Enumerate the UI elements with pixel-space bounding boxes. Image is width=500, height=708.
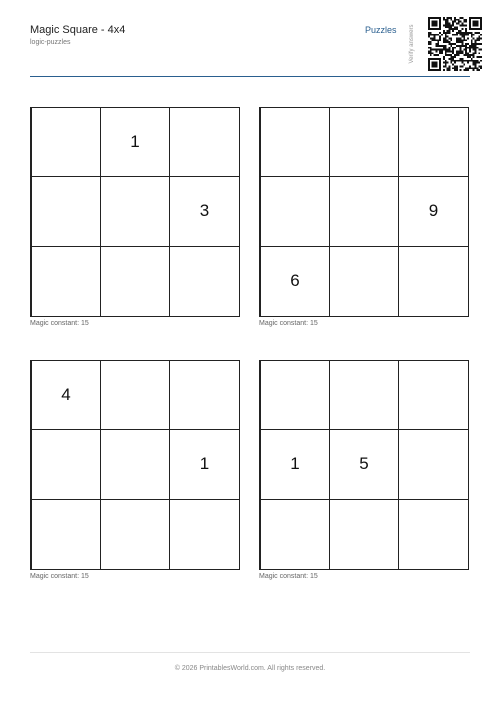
grid-cell: 3 bbox=[170, 177, 239, 246]
grid-cell: 4 bbox=[32, 361, 101, 430]
grid-cell bbox=[101, 177, 170, 246]
puzzles-link[interactable]: Puzzles bbox=[365, 25, 397, 35]
grid-cell bbox=[399, 361, 468, 430]
grid-cell bbox=[32, 247, 101, 316]
puzzle-4 bbox=[259, 360, 469, 580]
grid-cell bbox=[32, 430, 101, 499]
grid-cell bbox=[170, 247, 239, 316]
grid-cell bbox=[261, 177, 330, 246]
page-category: logic-puzzles bbox=[30, 39, 71, 46]
grid-cell bbox=[399, 108, 468, 177]
puzzle-grid bbox=[259, 107, 469, 317]
grid-cell bbox=[101, 500, 170, 569]
grid-cell bbox=[170, 108, 239, 177]
grid-cell bbox=[261, 361, 330, 430]
grid-cell bbox=[399, 430, 468, 499]
grid-cell: 9 bbox=[399, 177, 468, 246]
grid-cell bbox=[170, 500, 239, 569]
grid-cell bbox=[330, 247, 399, 316]
puzzle-grid bbox=[259, 360, 469, 570]
header-divider bbox=[30, 76, 470, 77]
grid-cell bbox=[330, 500, 399, 569]
page-title: Magic Square - 4x4 bbox=[30, 24, 126, 36]
magic-constant-caption: Magic constant: 15 bbox=[30, 320, 89, 327]
puzzle-2 bbox=[259, 107, 469, 327]
puzzle-3 bbox=[30, 360, 240, 580]
grid-cell bbox=[32, 108, 101, 177]
magic-constant-caption: Magic constant: 15 bbox=[259, 320, 318, 327]
magic-constant-caption: Magic constant: 15 bbox=[259, 573, 318, 580]
grid-cell bbox=[170, 361, 239, 430]
verify-answers-label bbox=[406, 16, 418, 72]
grid-cell bbox=[32, 177, 101, 246]
grid-cell bbox=[101, 247, 170, 316]
footer-divider bbox=[30, 652, 470, 653]
grid-cell: 1 bbox=[170, 430, 239, 499]
qr-code-icon bbox=[428, 17, 482, 71]
grid-cell bbox=[330, 108, 399, 177]
grid-cell bbox=[399, 247, 468, 316]
grid-cell: 1 bbox=[261, 430, 330, 499]
grid-cell bbox=[101, 430, 170, 499]
grid-cell: 1 bbox=[101, 108, 170, 177]
grid-cell bbox=[330, 361, 399, 430]
grid-cell bbox=[32, 500, 101, 569]
verify-answers-text: Verify answers bbox=[409, 24, 415, 64]
grid-cell bbox=[101, 361, 170, 430]
grid-cell bbox=[261, 108, 330, 177]
puzzle-grid bbox=[30, 107, 240, 317]
footer-copyright: © 2026 PrintablesWorld.com. All rights reserved. bbox=[174, 665, 326, 672]
grid-cell: 5 bbox=[330, 430, 399, 499]
grid-cell: 6 bbox=[261, 247, 330, 316]
puzzle-1 bbox=[30, 107, 240, 327]
grid-cell bbox=[261, 500, 330, 569]
grid-cell bbox=[399, 500, 468, 569]
puzzle-grid bbox=[30, 360, 240, 570]
magic-constant-caption: Magic constant: 15 bbox=[30, 573, 89, 580]
grid-cell bbox=[330, 177, 399, 246]
